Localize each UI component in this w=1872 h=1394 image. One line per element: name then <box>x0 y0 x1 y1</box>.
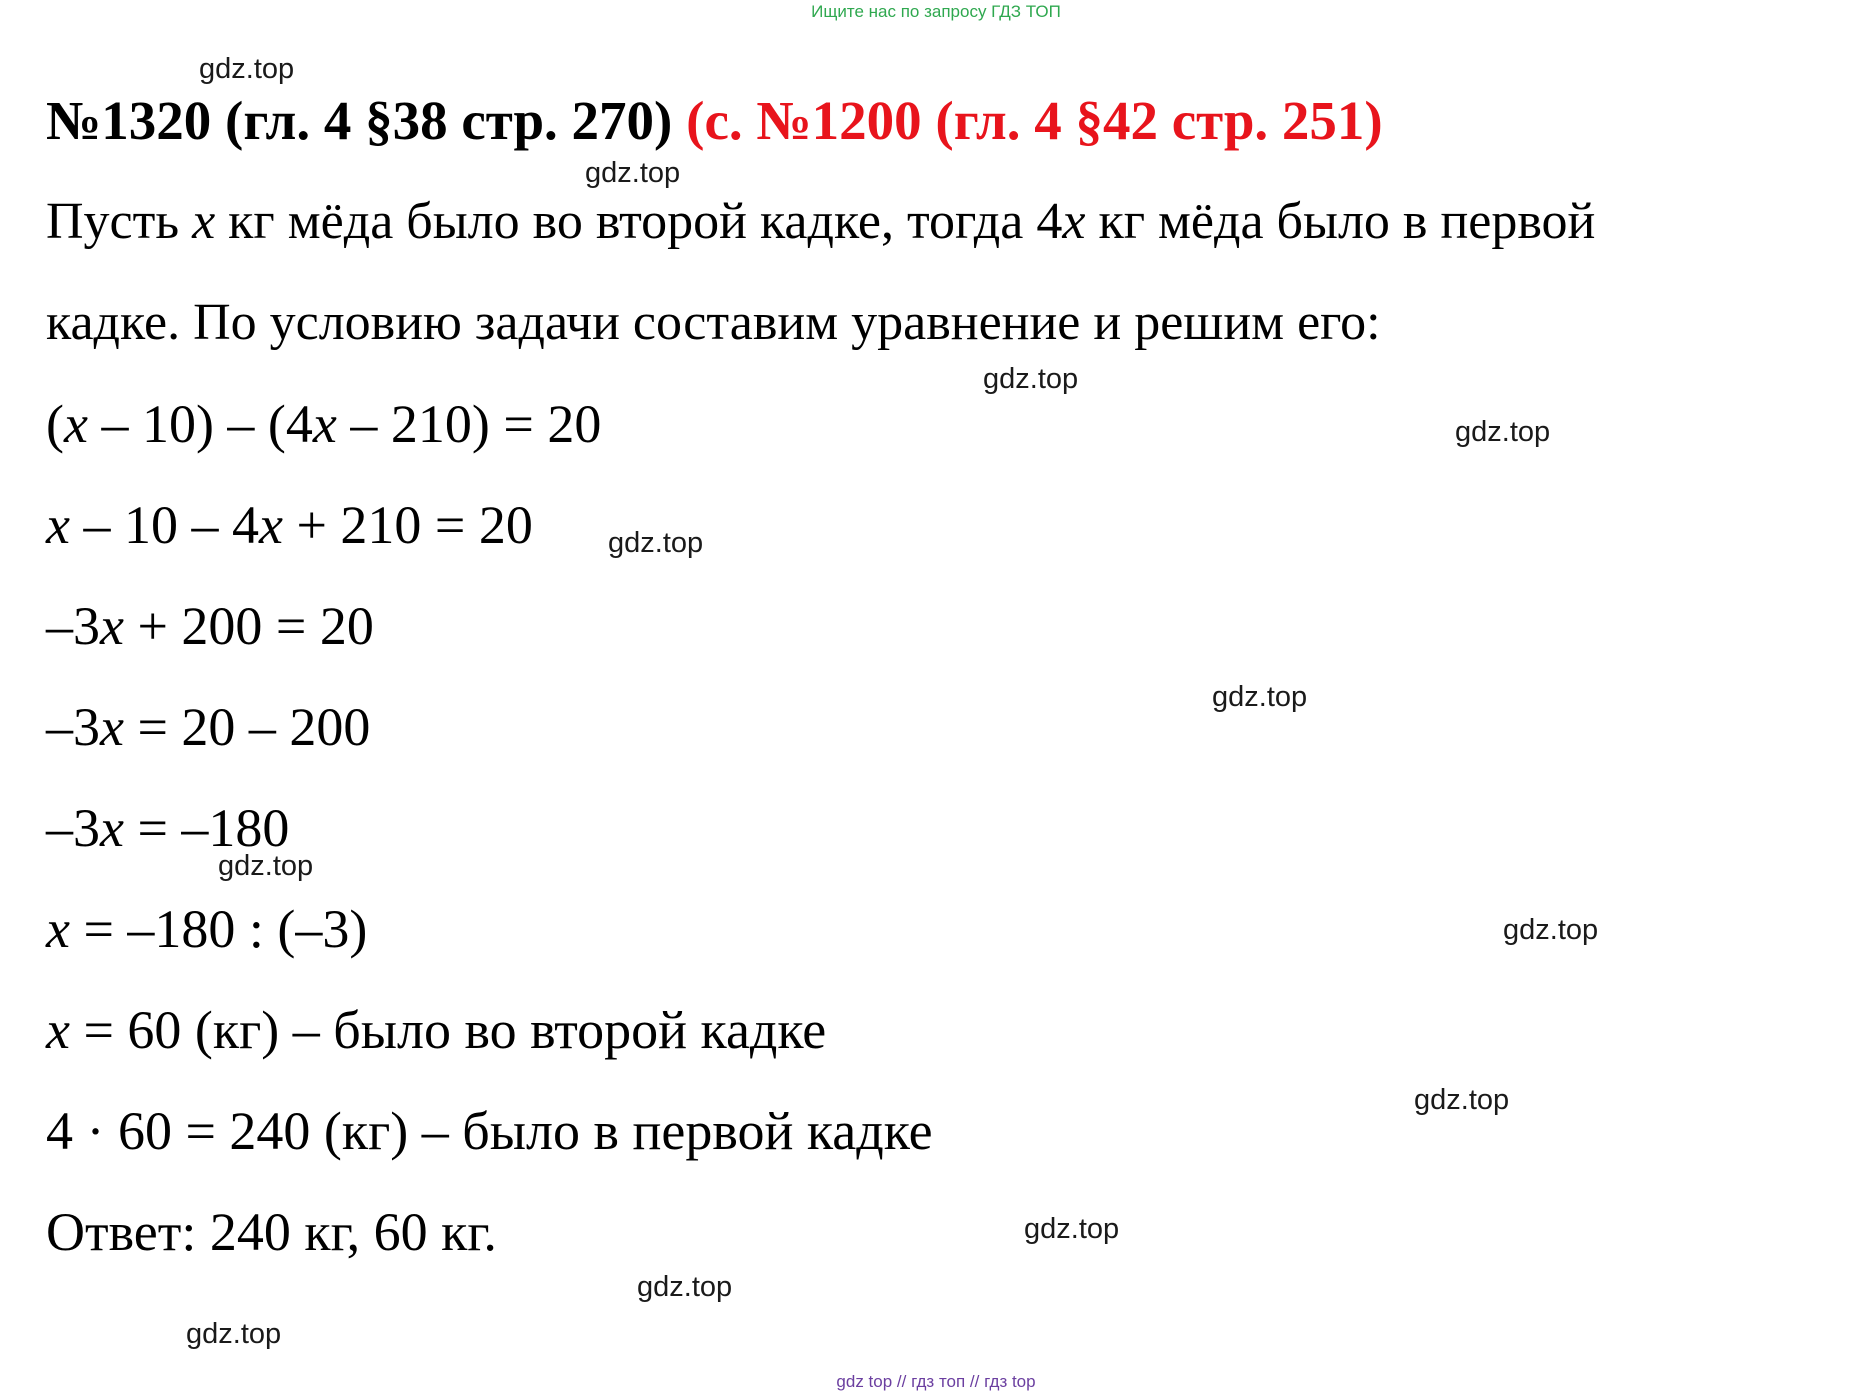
watermark: gdz.top <box>608 527 704 559</box>
equation-step-3: –3x + 200 = 20 <box>46 596 374 656</box>
equation-step-8: 4 · 60 = 240 (кг) – было в первой кадке <box>46 1101 933 1161</box>
equation-step-2: x – 10 – 4x + 210 = 20 <box>46 495 533 555</box>
watermark: gdz.top <box>1212 681 1308 713</box>
intro-paragraph-line-2: кадке. По условию задачи составим уравнение и решим его: <box>46 294 1381 351</box>
answer-line: Ответ: 240 кг, 60 кг. <box>46 1202 497 1262</box>
watermark: gdz.top <box>1024 1213 1120 1245</box>
watermark: gdz.top <box>637 1271 733 1303</box>
equation-step-4: –3x = 20 – 200 <box>46 697 371 757</box>
equation-step-1: (x – 10) – (4x – 210) = 20 <box>46 394 602 454</box>
title-main: №1320 (гл. 4 §38 стр. 270) <box>46 90 673 151</box>
footer-links: gdz top // гдз топ // гдз top <box>836 1372 1036 1391</box>
watermark: gdz.top <box>983 363 1079 395</box>
watermark: gdz.top <box>199 53 295 85</box>
top-banner: Ищите нас по запросу ГДЗ ТОП <box>811 2 1061 21</box>
equation-step-6: x = –180 : (–3) <box>46 899 368 959</box>
watermark: gdz.top <box>186 1318 282 1350</box>
watermark: gdz.top <box>585 157 681 189</box>
watermark: gdz.top <box>1503 914 1599 946</box>
equation-step-7: x = 60 (кг) – было во второй кадке <box>46 1000 827 1060</box>
title-alt-reference: (с. №1200 (гл. 4 §42 стр. 251) <box>686 90 1383 151</box>
page-title <box>46 88 1383 154</box>
intro-paragraph-line-1: Пусть x кг мёда было во второй кадке, тогда 4x кг мёда было в первой <box>46 193 1596 250</box>
watermark: gdz.top <box>1414 1084 1510 1116</box>
watermark: gdz.top <box>218 850 314 882</box>
watermark: gdz.top <box>1455 416 1551 448</box>
equation-step-5: –3x = –180 <box>46 798 290 858</box>
